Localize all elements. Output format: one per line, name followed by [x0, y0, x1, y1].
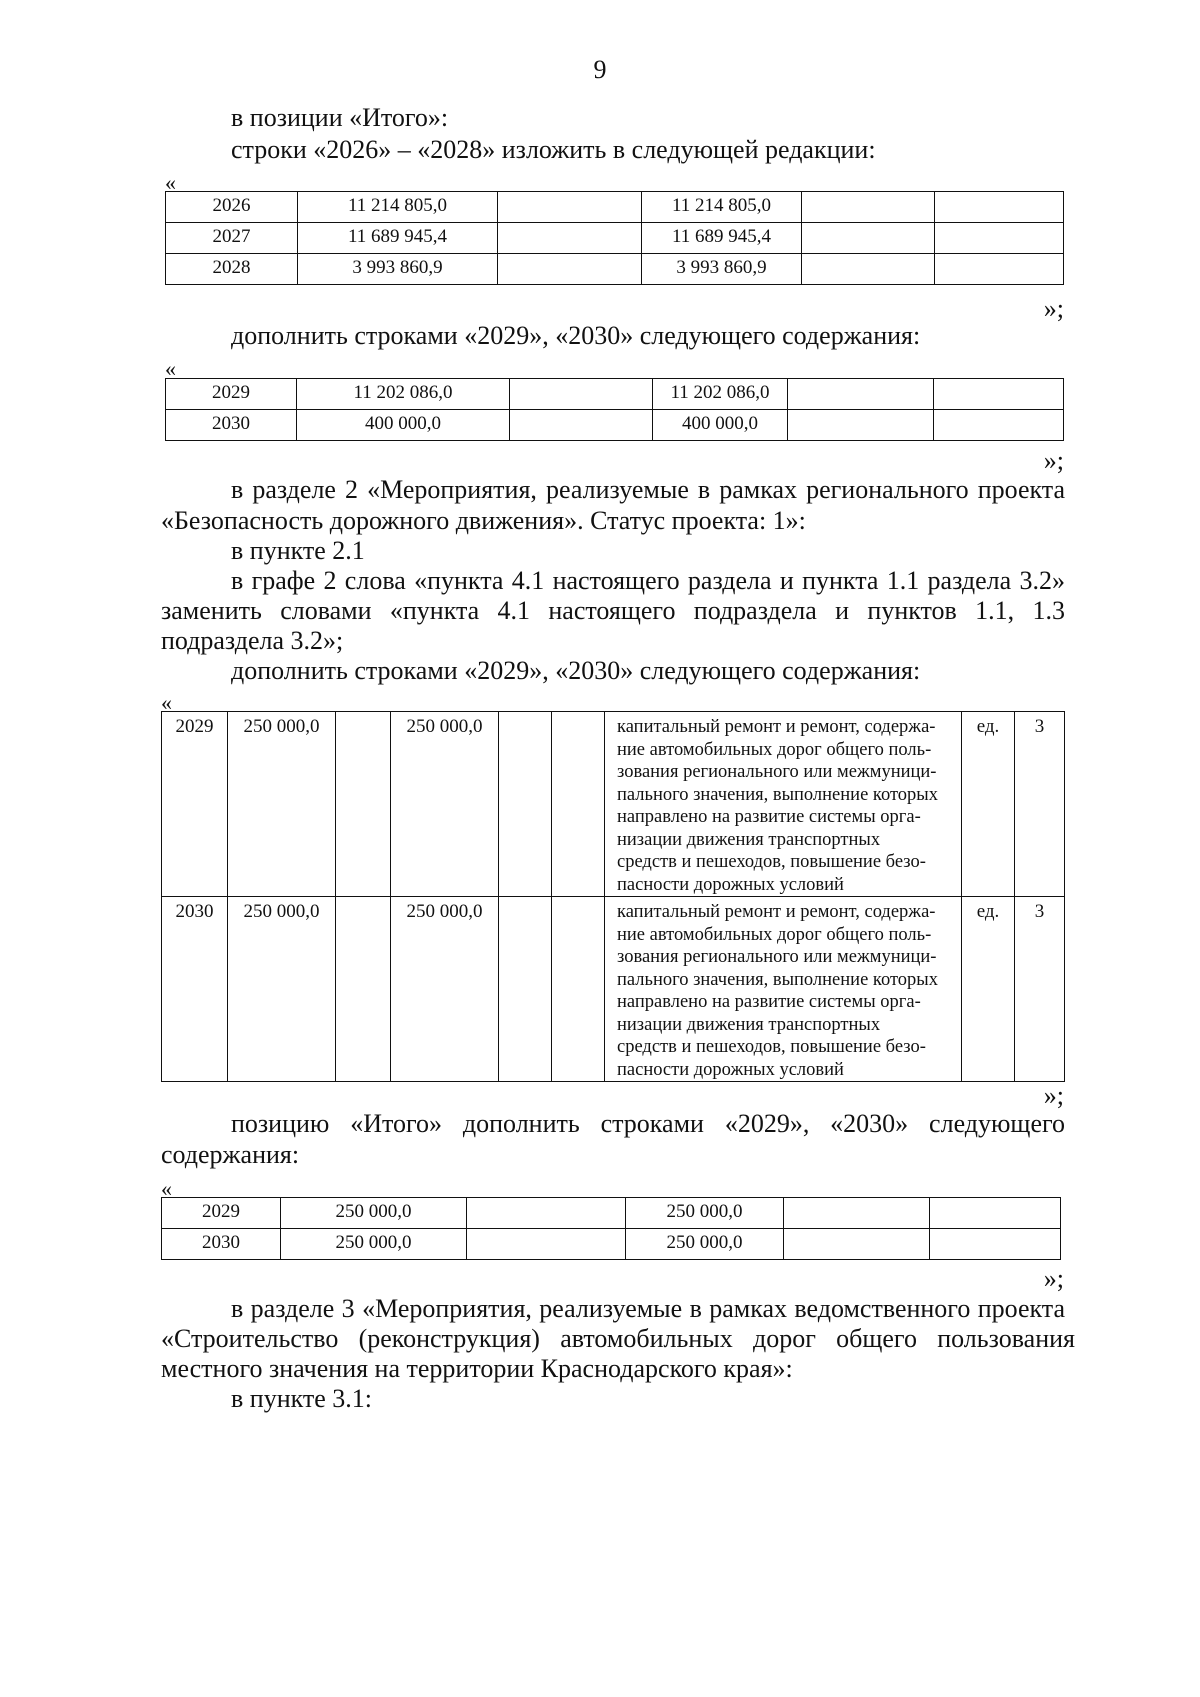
table-cell: [336, 712, 391, 897]
table-cell: 2027: [166, 223, 298, 254]
table-cell: 3 993 860,9: [298, 254, 498, 285]
paragraph: в позиции «Итого»:: [231, 103, 449, 132]
table-cell-description: [605, 897, 962, 1082]
table-cell-description: [605, 712, 962, 897]
paragraph: местного значения на территории Краснодарского края»:: [161, 1354, 793, 1383]
table-cell: 250 000,0: [391, 897, 499, 1082]
table-cell: 11 214 805,0: [298, 192, 498, 223]
table-row: [166, 379, 1064, 410]
description-line: ние автомобильных дорог общего поль-: [617, 924, 932, 945]
table-cell: 11 689 945,4: [298, 223, 498, 254]
paragraph: в пункте 2.1: [231, 536, 365, 565]
description-line: зования регионального или межмуници-: [617, 947, 937, 967]
table-cell: 250 000,0: [228, 712, 336, 897]
table-cell: 2029: [162, 1198, 281, 1229]
table-cell: [498, 192, 642, 223]
description-line: ние автомобильных дорог общего поль-: [617, 739, 932, 760]
table-cell: [499, 897, 552, 1082]
table-cell: 2030: [162, 897, 228, 1082]
table-cell: 11 202 086,0: [653, 379, 788, 410]
quote-close: »;: [1043, 446, 1064, 475]
table-cell: [499, 712, 552, 897]
table-cell: [802, 254, 935, 285]
paragraph: «Безопасность дорожного движения». Статус проекта: 1»:: [161, 506, 806, 535]
quote-close: »;: [1043, 294, 1064, 323]
description-line: средств и пешеходов, повышение безо-: [617, 852, 926, 872]
table-cell: 250 000,0: [228, 897, 336, 1082]
table-activities-2029-2030: [161, 711, 1065, 1082]
table-row: [162, 712, 1065, 897]
table-row: [166, 410, 1064, 441]
paragraph: в пункте 3.1:: [231, 1384, 373, 1413]
quote-open: «: [161, 1176, 172, 1201]
table-cell: 400 000,0: [653, 410, 788, 441]
table-cell: 3: [1015, 897, 1065, 1082]
table-cell: 250 000,0: [391, 712, 499, 897]
table-cell: 250 000,0: [281, 1198, 467, 1229]
table-cell: [934, 379, 1064, 410]
table-cell: 2028: [166, 254, 298, 285]
table-cell: [935, 192, 1064, 223]
table-cell: [930, 1229, 1061, 1260]
paragraph: в графе 2 слова «пункта 4.1 настоящего раздела и пункта 1.1 раздела 3.2»: [231, 566, 1065, 595]
table-row: [166, 254, 1064, 285]
table-cell: 250 000,0: [281, 1229, 467, 1260]
description-line: капитальный ремонт и ремонт, содержа-: [617, 902, 936, 922]
table-cell: 11 689 945,4: [642, 223, 802, 254]
paragraph: позицию «Итого» дополнить строками «2029», «2030» следующего: [231, 1109, 1065, 1138]
table-row: [162, 897, 1065, 1082]
page-number: 9: [593, 55, 607, 84]
table-row: [162, 1229, 1061, 1260]
paragraph: «Строительство (реконструкция) автомобильных дорог общего пользования: [161, 1324, 1075, 1353]
table-cell: 250 000,0: [626, 1229, 784, 1260]
paragraph: дополнить строками «2029», «2030» следующего содержания:: [231, 656, 921, 685]
description-line: низации движения транспортных: [617, 1014, 881, 1035]
table-cell: 2026: [166, 192, 298, 223]
paragraph: содержания:: [161, 1140, 300, 1169]
quote-close: »;: [1043, 1264, 1064, 1293]
table-cell: 11 202 086,0: [297, 379, 510, 410]
paragraph: в разделе 2 «Мероприятия, реализуемые в рамках регионального проекта: [231, 475, 1065, 504]
quote-open: «: [161, 690, 172, 715]
table-cell: [784, 1198, 930, 1229]
table-cell: [934, 410, 1064, 441]
table-cell: 250 000,0: [626, 1198, 784, 1229]
table-row: [166, 223, 1064, 254]
table-cell: 2030: [166, 410, 297, 441]
table-cell: [467, 1198, 626, 1229]
quote-close: »;: [1043, 1081, 1064, 1110]
table-cell: [510, 379, 653, 410]
table-cell: [788, 379, 934, 410]
description-line: средств и пешеходов, повышение безо-: [617, 1037, 926, 1057]
table-row: [166, 192, 1064, 223]
paragraph: в разделе 3 «Мероприятия, реализуемые в рамках ведомственного проекта: [231, 1294, 1065, 1323]
table-totals-2029-2030: [165, 378, 1064, 441]
table-totals-2026-2028: [165, 191, 1064, 285]
table-cell: ед.: [962, 712, 1015, 897]
table-cell: [788, 410, 934, 441]
table-cell: [552, 712, 605, 897]
quote-open: «: [165, 170, 176, 195]
table-cell: 2029: [166, 379, 297, 410]
table-cell: [784, 1229, 930, 1260]
quote-open: «: [165, 356, 176, 381]
table-cell: [802, 192, 935, 223]
paragraph: дополнить строками «2029», «2030» следующего содержания:: [231, 321, 921, 350]
paragraph: подраздела 3.2»;: [161, 626, 344, 655]
description-line: пасности дорожных условий: [617, 874, 844, 895]
paragraph: заменить словами «пункта 4.1 настоящего подраздела и пунктов 1.1, 1.3: [161, 596, 1065, 625]
description-line: направлено на развитие системы орга-: [617, 992, 921, 1012]
description-line: пасности дорожных условий: [617, 1059, 844, 1080]
description-line: пального значения, выполнение которых: [617, 969, 938, 990]
description-line: капитальный ремонт и ремонт, содержа-: [617, 717, 936, 737]
paragraph: строки «2026» – «2028» изложить в следующей редакции:: [231, 135, 876, 164]
table-cell: [467, 1229, 626, 1260]
table-totals-additions-2029-2030: [161, 1197, 1061, 1260]
table-cell: [336, 897, 391, 1082]
table-cell: [498, 254, 642, 285]
table-cell: 2029: [162, 712, 228, 897]
description-line: пального значения, выполнение которых: [617, 784, 938, 805]
table-cell: [510, 410, 653, 441]
table-cell: [498, 223, 642, 254]
description-line: зования регионального или межмуници-: [617, 762, 937, 782]
table-cell: 2030: [162, 1229, 281, 1260]
table-cell: ед.: [962, 897, 1015, 1082]
table-row: [162, 1198, 1061, 1229]
table-cell: 11 214 805,0: [642, 192, 802, 223]
description-line: низации движения транспортных: [617, 829, 881, 850]
table-cell: [930, 1198, 1061, 1229]
table-cell: [802, 223, 935, 254]
table-cell: 3 993 860,9: [642, 254, 802, 285]
table-cell: [552, 897, 605, 1082]
table-cell: 3: [1015, 712, 1065, 897]
description-line: направлено на развитие системы орга-: [617, 807, 921, 827]
table-cell: 400 000,0: [297, 410, 510, 441]
table-cell: [935, 223, 1064, 254]
table-cell: [935, 254, 1064, 285]
